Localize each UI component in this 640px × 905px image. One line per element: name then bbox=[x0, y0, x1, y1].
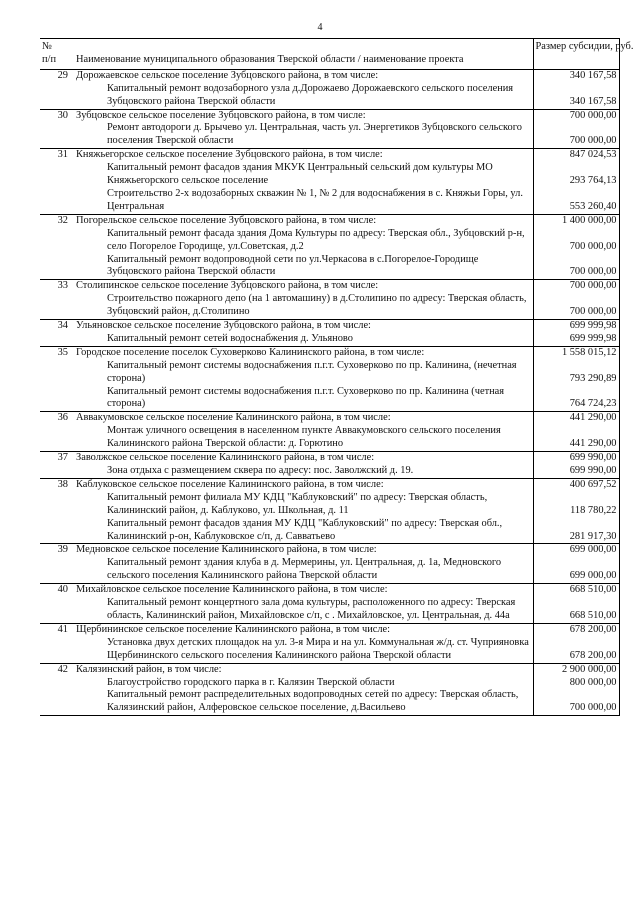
row-number bbox=[40, 386, 74, 412]
row-name: Капитальный ремонт фасадов здания МУ КДЦ "Каблуковский" по адресу: Тверская обл., Калининский р-он, Каблуковское с/п, д. Савватьево bbox=[107, 517, 503, 542]
row-amount: 441 290,00 bbox=[533, 425, 619, 451]
subsidy-table bbox=[40, 38, 634, 716]
row-name: Столипинское сельское поселение Зубцовского района, в том числе: bbox=[74, 280, 533, 293]
row-amount: 1 400 000,00 bbox=[533, 214, 619, 227]
row-name: Заволжское сельское поселение Калининского района, в том числе: bbox=[74, 452, 533, 465]
row-amount: 400 697,52 bbox=[533, 478, 619, 491]
municipality-row bbox=[40, 69, 619, 82]
row-amount: 118 780,22 bbox=[533, 492, 619, 518]
municipality-row bbox=[40, 149, 619, 162]
project-row bbox=[40, 83, 619, 109]
municipality-row bbox=[40, 544, 619, 557]
municipality-row bbox=[40, 623, 619, 636]
project-row bbox=[40, 122, 619, 148]
row-number bbox=[40, 162, 74, 188]
row-amount: 700 000,00 bbox=[533, 293, 619, 319]
row-name: Дорожаевское сельское поселение Зубцовского района, в том числе: bbox=[74, 69, 533, 82]
table-header bbox=[40, 39, 634, 70]
row-number: 31 bbox=[40, 149, 74, 162]
row-amount: 553 260,40 bbox=[533, 188, 619, 214]
project-row bbox=[40, 689, 619, 715]
row-name: Капитальный ремонт распределительных водопроводных сетей по адресу: Тверская область, Калязинский район, Алферовское сельское поселение, д.Васильево bbox=[74, 689, 533, 715]
municipality-row bbox=[40, 412, 619, 425]
row-number bbox=[40, 677, 74, 690]
row-name: Монтаж уличного освещения в населенном пункте Аввакумовского сельского поселения Калининского района Тверской области: д. Горютино bbox=[107, 425, 501, 450]
municipality-row bbox=[40, 663, 619, 676]
row-name: Благоустройство городского парка в г. Калязин Тверской области bbox=[107, 676, 395, 688]
row-amount: 699 000,00 bbox=[533, 544, 619, 557]
row-amount: 699 999,98 bbox=[533, 320, 619, 333]
row-number bbox=[40, 492, 74, 518]
header-number-column bbox=[40, 39, 74, 70]
municipality-row bbox=[40, 584, 619, 597]
row-number bbox=[40, 254, 74, 280]
row-number bbox=[40, 228, 74, 254]
project-row bbox=[40, 333, 619, 346]
row-number: 33 bbox=[40, 280, 74, 293]
row-amount: 700 000,00 bbox=[533, 228, 619, 254]
row-amount: 699 999,98 bbox=[533, 333, 619, 346]
row-name: Капитальный ремонт водопроводной сети по ул.Черкасова в с.Погорелое-Городище Зубцовского района Тверской области bbox=[107, 253, 479, 278]
row-amount: 700 000,00 bbox=[533, 109, 619, 122]
table-body bbox=[40, 69, 619, 715]
row-name: Зубцовское сельское поселение Зубцовского района, в том числе: bbox=[74, 109, 533, 122]
row-amount: 699 990,00 bbox=[533, 452, 619, 465]
row-amount: 700 000,00 bbox=[533, 122, 619, 148]
row-name: Городское поселение поселок Суховерково Калининского района, в том числе: bbox=[74, 346, 533, 359]
row-name: Капитальный ремонт здания клуба в д. Мермерины, ул. Центральная, д. 1а, Медновского сельского поселения Калининского района Тверской области bbox=[107, 557, 502, 582]
row-amount: 793 290,89 bbox=[533, 360, 619, 386]
page-number: 4 bbox=[317, 22, 323, 33]
municipality-row bbox=[40, 320, 619, 333]
project-row bbox=[40, 188, 619, 214]
row-amount: 699 000,00 bbox=[533, 557, 619, 583]
municipality-row bbox=[40, 452, 619, 465]
row-number bbox=[40, 557, 74, 583]
header-number-line2: п/п bbox=[42, 53, 57, 65]
project-row bbox=[40, 557, 619, 583]
row-number: 38 bbox=[40, 478, 74, 491]
project-row bbox=[40, 386, 619, 412]
row-number bbox=[40, 293, 74, 319]
municipality-row bbox=[40, 280, 619, 293]
row-amount: 1 558 015,12 bbox=[533, 346, 619, 359]
row-amount: 281 917,30 bbox=[533, 518, 619, 544]
row-name: Калязинский район, в том числе: bbox=[74, 663, 533, 676]
row-number bbox=[40, 425, 74, 451]
row-number: 35 bbox=[40, 346, 74, 359]
project-row bbox=[40, 597, 619, 623]
row-amount: 340 167,58 bbox=[533, 83, 619, 109]
project-row bbox=[40, 465, 619, 478]
project-row bbox=[40, 254, 619, 280]
header-number-line1: № bbox=[42, 41, 52, 52]
row-number bbox=[40, 597, 74, 623]
row-name: Каблуковское сельское поселение Калининского района, в том числе: bbox=[74, 478, 533, 491]
row-number: 41 bbox=[40, 623, 74, 636]
row-name: Щербининское сельское поселение Калининского района, в том числе: bbox=[74, 623, 533, 636]
row-name: Ремонт автодороги д. Брычево ул. Центральная, часть ул. Энергетиков Зубцовского сельского поселения Тверской области bbox=[107, 122, 522, 147]
row-name: Капитальный ремонт сетей водоснабжения д. Ульяново bbox=[107, 332, 353, 344]
row-amount: 668 510,00 bbox=[533, 597, 619, 623]
project-row bbox=[40, 228, 619, 254]
project-row bbox=[40, 518, 619, 544]
project-row bbox=[40, 293, 619, 319]
row-amount: 293 764,13 bbox=[533, 162, 619, 188]
municipality-row bbox=[40, 214, 619, 227]
project-row bbox=[40, 425, 619, 451]
row-number bbox=[40, 122, 74, 148]
row-name: Установка двух детских площадок на ул. 3-я Мира и на ул. Коммунальная ж/д. ст. Чуприяновка Щербининского сельского поселения Калининского района Тверской области bbox=[107, 636, 529, 661]
row-name: Медновское сельское поселение Калининского района, в том числе: bbox=[74, 544, 533, 557]
row-amount: 800 000,00 bbox=[533, 677, 619, 690]
row-number: 42 bbox=[40, 663, 74, 676]
project-row bbox=[40, 492, 619, 518]
row-amount: 699 990,00 bbox=[533, 465, 619, 478]
row-number: 29 bbox=[40, 69, 74, 82]
municipality-row bbox=[40, 478, 619, 491]
row-number bbox=[40, 333, 74, 346]
row-number: 34 bbox=[40, 320, 74, 333]
row-name: Строительство пожарного депо (на 1 автомашину) в д.Столипино по адресу: Тверская область, Зубцовский район, д.Столипино bbox=[107, 293, 527, 318]
row-number: 36 bbox=[40, 412, 74, 425]
row-amount: 678 200,00 bbox=[533, 623, 619, 636]
municipality-row bbox=[40, 109, 619, 122]
row-number bbox=[40, 689, 74, 715]
row-amount: 340 167,58 bbox=[533, 69, 619, 82]
row-name: Капитальный ремонт фасадов здания МКУК Центральный сельский дом культуры МО Княжьегорского сельское поселение bbox=[107, 162, 493, 187]
row-amount: 441 290,00 bbox=[533, 412, 619, 425]
row-name: Аввакумовское сельское поселение Калининского района, в том числе: bbox=[74, 412, 533, 425]
row-name: Капитальный ремонт системы водоснабжения п.г.т. Суховерково по пр. Калинина, (нечетная сторона) bbox=[107, 359, 517, 384]
header-amount-column: Размер субсидии, руб. bbox=[533, 39, 619, 70]
row-number: 37 bbox=[40, 452, 74, 465]
row-name: Михайловское сельское поселение Калининского района, в том числе: bbox=[74, 584, 533, 597]
row-number: 40 bbox=[40, 584, 74, 597]
municipality-row bbox=[40, 346, 619, 359]
row-amount: 847 024,53 bbox=[533, 149, 619, 162]
row-name: Капитальный ремонт концертного зала дома культуры, расположенного по адресу: Тверская область, Калининский район, Михайловское с/п, с . Михайловское, ул. Центральная, д. 44а bbox=[107, 597, 516, 621]
project-row bbox=[40, 360, 619, 386]
row-amount: 668 510,00 bbox=[533, 584, 619, 597]
row-name: Капитальный ремонт филиала МУ КДЦ "Каблуковский" по адресу: Тверская область, Калининский район, д. Каблуково, ул. Школьная, д. 11 bbox=[107, 491, 488, 516]
row-number bbox=[40, 188, 74, 214]
row-amount: 678 200,00 bbox=[533, 637, 619, 663]
row-number bbox=[40, 518, 74, 544]
header-name-column: Наименование муниципального образования Тверской области / наименование проекта bbox=[74, 39, 533, 70]
row-name: Погорельское сельское поселение Зубцовского района, в том числе: bbox=[74, 214, 533, 227]
row-number: 30 bbox=[40, 109, 74, 122]
row-amount: 2 900 000,00 bbox=[533, 663, 619, 676]
row-number bbox=[40, 83, 74, 109]
row-number: 32 bbox=[40, 214, 74, 227]
row-name: Княжьегорское сельское поселение Зубцовского района, в том числе: bbox=[74, 149, 533, 162]
row-name: Капитальный ремонт системы водоснабжения п.г.т. Суховерково по пр. Калинина (четная сторона) bbox=[107, 385, 505, 410]
row-name: Ульяновское сельское поселение Зубцовского района, в том числе: bbox=[74, 320, 533, 333]
row-number bbox=[40, 360, 74, 386]
row-name: Капитальный ремонт фасада здания Дома Культуры по адресу: Тверская обл., Зубцовский р-н, село Погорелое Городище, ул.Советская, д.2 bbox=[107, 227, 525, 252]
row-number: 39 bbox=[40, 544, 74, 557]
project-row bbox=[40, 677, 619, 690]
row-amount: 700 000,00 bbox=[533, 254, 619, 280]
project-row bbox=[40, 637, 619, 663]
row-number bbox=[40, 637, 74, 663]
project-row bbox=[40, 162, 619, 188]
row-number bbox=[40, 465, 74, 478]
row-amount: 700 000,00 bbox=[533, 689, 619, 715]
row-name: Строительство 2-х водозаборных скважин № 1, № 2 для водоснабжения в с. Княжьи Горы, ул. Центральная bbox=[107, 187, 523, 212]
row-name: Зона отдыха с размещением сквера по адресу: пос. Заволжский д. 19. bbox=[107, 465, 414, 476]
row-name: Капитальный ремонт водозаборного узла д.Дорожаево Дорожаевского сельского поселения Зубцовского района Тверской области bbox=[107, 82, 514, 107]
row-amount: 700 000,00 bbox=[533, 280, 619, 293]
row-amount: 764 724,23 bbox=[533, 386, 619, 412]
